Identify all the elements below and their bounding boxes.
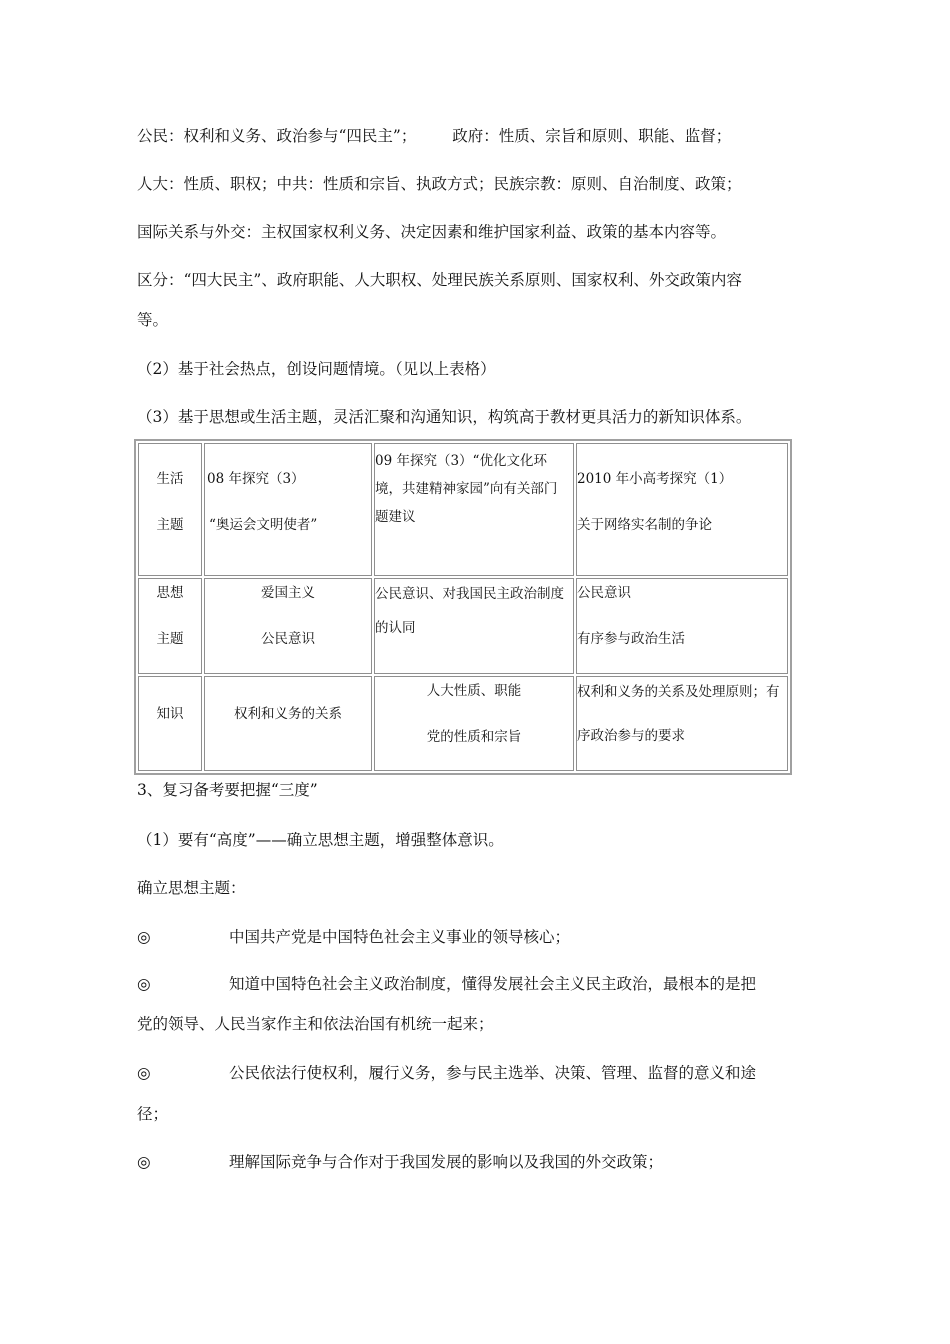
bullet-item: 知道中国特色社会主义政治制度，懂得发展社会主义民主政治，最根本的是把 [229, 975, 757, 993]
table-cell [374, 578, 574, 673]
cell-line: 公民意识 [577, 585, 631, 602]
cell-line: 序政治参与的要求 [577, 727, 685, 744]
topic-table [134, 439, 792, 775]
citizen-text: 公民：权利和义务、政治参与“四民主”； [137, 127, 417, 145]
bullet-icon: ◎ [137, 975, 151, 993]
row-header-thought-theme [138, 578, 202, 673]
section-3-title: 3、复习备考要把握“三度” [137, 781, 318, 799]
bullet-item-cont: 径； [137, 1105, 169, 1123]
cell-line: 权利和义务的关系及处理原则；有 [577, 683, 780, 700]
table-cell [576, 443, 788, 576]
cell-line: 有序参与政治生活 [577, 631, 685, 648]
section-3-sub1: （1）要有“高度”——确立思想主题，增强整体意识。 [137, 831, 504, 849]
table-row [138, 578, 788, 673]
cell-line: 题建议 [375, 509, 416, 525]
cell-line: 境，共建精神家园”向有关部门 [375, 481, 558, 497]
bullet-item: 中国共产党是中国特色社会主义事业的领导核心； [229, 928, 571, 946]
row-header-life-theme [138, 443, 202, 576]
bullet-item: 理解国际竞争与合作对于我国发展的影响以及我国的外交政策； [229, 1153, 664, 1171]
table-cell [576, 676, 788, 771]
cell-line: 08 年探究（3） [207, 471, 305, 487]
section-3-label: 确立思想主题： [137, 879, 246, 897]
row-header-line: 主题 [156, 517, 184, 533]
paragraph-npc-party: 人大：性质、职权；中共：性质和宗旨、执政方式；民族宗教：原则、自治制度、政策； [137, 175, 742, 193]
cell-line: 关于网络实名制的争论 [577, 517, 712, 533]
cell-line: 人大性质、职能 [426, 682, 522, 699]
table-cell [374, 676, 574, 771]
table-row [138, 443, 788, 576]
paragraph-item-2: （2）基于社会热点，创设问题情境。（见以上表格） [137, 360, 496, 378]
cell-line: 爱国主义 [261, 585, 315, 602]
bullet-item-cont: 党的领导、人民当家作主和依法治国有机统一起来； [137, 1015, 494, 1033]
cell-line: “奥运会文明使者” [209, 517, 318, 533]
table-cell [204, 443, 372, 576]
cell-line: 的认同 [375, 620, 416, 637]
cell-line: 党的性质和宗旨 [426, 728, 522, 745]
cell-line: 公民意识、对我国民主政治制度 [375, 586, 564, 603]
cell-line: 公民意识 [261, 631, 315, 648]
paragraph-item-3: （3）基于思想或生活主题，灵活汇聚和沟通知识，构筑高于教材更具活力的新知识体系。 [137, 408, 752, 426]
bullet-icon: ◎ [137, 1153, 151, 1171]
bullet-icon: ◎ [137, 1064, 151, 1082]
bullet-item: 公民依法行使权利，履行义务，参与民主选举、决策、管理、监督的意义和途 [229, 1064, 757, 1082]
row-header-line: 生活 [156, 471, 184, 487]
paragraph-citizen-government [137, 125, 817, 147]
table-cell [204, 578, 372, 673]
cell-line: 2010 年小高考探究（1） [577, 471, 733, 487]
table-cell [374, 443, 574, 576]
government-text: 政府：性质、宗旨和原则、职能、监督； [452, 127, 732, 145]
paragraph-international: 国际关系与外交：主权国家权利义务、决定因素和维护国家利益、政策的基本内容等。 [137, 223, 727, 241]
row-header-line: 主题 [156, 631, 184, 648]
paragraph-distinguish: 区分：“四大民主”、政府职能、人大职权、处理民族关系原则、国家权利、外交政策内容 [137, 271, 742, 289]
cell-line: 09 年探究（3）“优化文化环 [375, 453, 547, 469]
bullet-icon: ◎ [137, 928, 151, 946]
table-cell [576, 578, 788, 673]
table-row [138, 676, 788, 771]
row-header-line: 思想 [156, 585, 184, 602]
table-cell: 权利和义务的关系 [204, 676, 372, 771]
paragraph-distinguish-cont: 等。 [137, 311, 169, 329]
row-header-knowledge: 知识 [138, 676, 202, 771]
